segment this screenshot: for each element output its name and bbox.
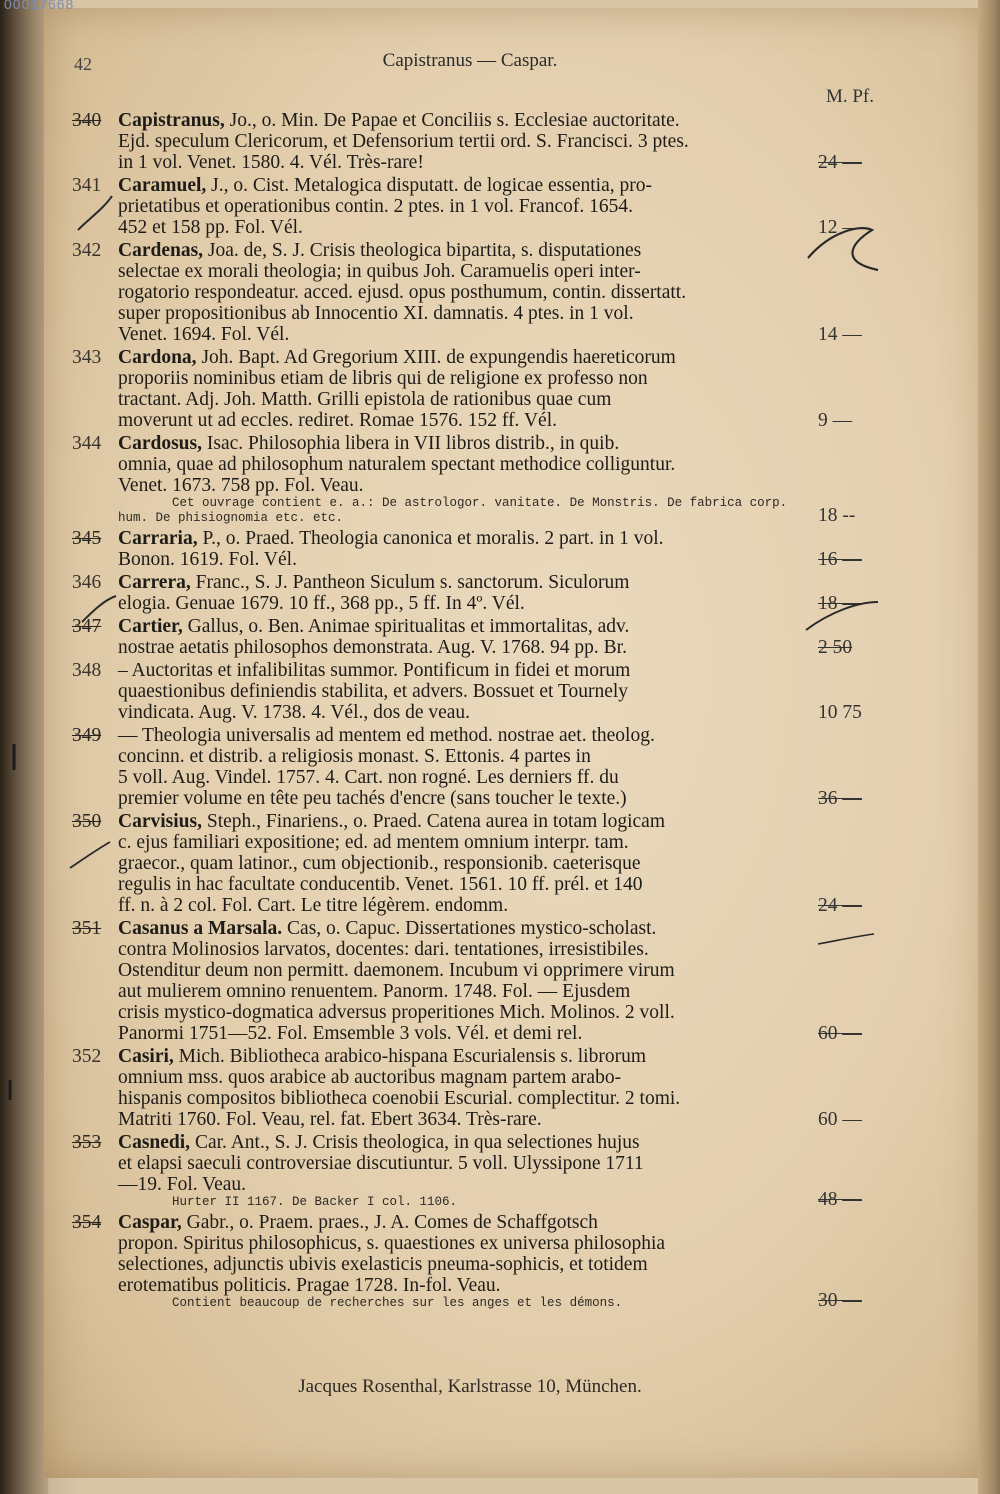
entry-line: Caspar, Gabr., o. Praem. praes., J. A. Comes de Schaffgotsch: [118, 1212, 598, 1233]
author-name: Cardona,: [118, 347, 197, 368]
entry-note: Contient beaucoup de recherches sur les anges et les démons.: [172, 1296, 623, 1310]
entry-description: [118, 433, 800, 496]
entry-line: et elapsi saeculi controversiae discutiuntur. 5 voll. Ulyssipone 1711: [118, 1153, 644, 1174]
entry-line: —19. Fol. Veau.: [118, 1174, 247, 1195]
entry-description: [118, 175, 800, 238]
running-header: [0, 46, 1000, 76]
lot-number: 349: [72, 725, 102, 746]
entry-line: vindicata. Aug. V. 1738. 4. Vél., dos de veau.: [118, 702, 471, 723]
entry-line: nostrae aetatis philosophos demonstrata. Aug. V. 1768. 94 pp. Br.: [118, 637, 627, 658]
catalog-entry: [72, 572, 862, 614]
entry-line: Venet. 1673. 758 pp. Fol. Veau.: [118, 475, 364, 496]
author-name: Carraria,: [118, 528, 198, 549]
entry-description: [118, 572, 800, 614]
entry-description: [118, 240, 800, 345]
entry-line: Carvisius, Steph., Finariens., o. Praed. Catena aurea in totam logicam: [118, 811, 665, 832]
lot-price: 24 —: [818, 152, 862, 173]
lot-number: 345: [72, 528, 102, 549]
lot-number: 346: [72, 572, 102, 593]
lot-price: 18 —: [818, 593, 862, 614]
author-name: Casnedi,: [118, 1132, 191, 1153]
entry-line: Ejd. speculum Clericorum, et Defensorium tertii ord. S. Francisci. 3 ptes.: [118, 131, 689, 152]
lot-number: 352: [72, 1046, 102, 1067]
catalog-entry: [72, 811, 862, 916]
entry-description: [118, 347, 800, 431]
entry-description: [118, 918, 800, 1044]
entry-line: concinn. et distrib. a religiosis monast. S. Ettonis. 4 partes in: [118, 746, 591, 767]
author-name: Carvisius,: [118, 811, 202, 832]
entry-line: Bonon. 1619. Fol. Vél.: [118, 549, 297, 570]
entry-line: Venet. 1694. Fol. Vél.: [118, 324, 290, 345]
catalog-entries: [72, 110, 862, 1313]
entry-description: [118, 811, 800, 916]
entry-note: hum. De phisiognomia etc. etc.: [118, 511, 344, 525]
lot-number: 354: [72, 1212, 102, 1233]
entry-line: c. ejus familiari expositione; ed. ad mentem omnium interpr. tam.: [118, 832, 629, 853]
lot-number: 348: [72, 660, 102, 681]
entry-line: Cardosus, Isac. Philosophia libera in VII libros distrib., in quib.: [118, 433, 620, 454]
entry-line: proporiis nominibus etiam de libris qui de religione ex professo non: [118, 368, 648, 389]
catalog-entry: [72, 1132, 862, 1210]
author-name: Cardosus,: [118, 433, 202, 454]
lot-number: 340: [72, 110, 102, 131]
entry-line: contra Molinosios larvatos, docentes: dari. tentationes, irresistibiles.: [118, 939, 649, 960]
entry-line: super propositionibus ab Innocentio XI. damnatis. 4 ptes. in 1 vol.: [118, 303, 634, 324]
catalog-entry: [72, 433, 856, 526]
entry-line: omnium mss. quos arabice ab auctoribus magnam partem arabo-: [118, 1067, 622, 1088]
lot-price: 60 —: [818, 1109, 862, 1130]
lot-price: 30 —: [818, 1290, 862, 1311]
author-name: Caspar,: [118, 1212, 182, 1233]
entry-note: Hurter II 1167. De Backer I col. 1106.: [172, 1195, 458, 1209]
entry-line: quaestionibus definiendis stabilita, et advers. Bossuet et Tournely: [118, 681, 629, 702]
lot-number: 347: [72, 616, 102, 637]
author-name: Casanus a Marsala.: [118, 918, 283, 939]
entry-line: Cartier, Gallus, o. Ben. Animae spiritualitas et immortalitas, adv.: [118, 616, 630, 637]
entry-line: omnia, quae ad philosophum naturalem spectant methodice colliguntur.: [118, 454, 676, 475]
entry-line: in 1 vol. Venet. 1580. 4. Vél. Très-rare!: [118, 152, 424, 173]
entry-line: Carraria, P., o. Praed. Theologia canonica et moralis. 2 part. in 1 vol.: [118, 528, 664, 549]
entry-description: [118, 660, 800, 723]
catalog-entry: [72, 175, 862, 238]
lot-number: 343: [72, 347, 102, 368]
book-spine-edge: [0, 0, 48, 1494]
entry-line: Carrera, Franc., S. J. Pantheon Siculum s. sanctorum. Siculorum: [118, 572, 630, 593]
entry-line: tractant. Adj. Joh. Matth. Grilli epistola de rationibus quae cum: [118, 389, 612, 410]
lot-price: 60 —: [818, 1023, 862, 1044]
entry-line: propon. Spiritus philosophicus, s. quaestiones ex universa philosophia: [118, 1233, 666, 1254]
entry-line: Caramuel, J., o. Cist. Metalogica disputatt. de logicae essentia, pro-: [118, 175, 652, 196]
entry-line: 452 et 158 pp. Fol. Vél.: [118, 217, 303, 238]
catalog-entry: [72, 1046, 862, 1130]
author-name: Cardenas,: [118, 240, 204, 261]
currency-column-header: M. Pf.: [825, 86, 874, 107]
lot-price: 14 —: [818, 324, 862, 345]
entry-description: [118, 110, 800, 173]
entry-line: premier volume en tête peu tachés d'encre (sans toucher le texte.): [118, 788, 627, 809]
entry-line: crisis mystico-dogmatica adversus properitiones Mich. Molinos. 2 voll.: [118, 1002, 675, 1023]
entry-line: — Theologia universalis ad mentem ed method. nostrae aet. theolog.: [118, 725, 655, 746]
running-title: Capistranus — Caspar.: [382, 50, 558, 71]
page-number: 42: [74, 54, 92, 74]
entry-line: hispanis compositos bibliotheca coenobii Escurial. complectitur. 2 tomi.: [118, 1088, 681, 1109]
catalog-entry: [72, 240, 862, 345]
entry-line: selectae ex morali theologia; in quibus Joh. Caramuelis operi inter-: [118, 261, 641, 282]
entry-description: [118, 1212, 800, 1296]
entry-line: Casiri, Mich. Bibliotheca arabico-hispana Escurialensis s. librorum: [118, 1046, 647, 1067]
entry-line: rogatorio respondeatur. acced. ejusd. opus posthumum, contin. dissertatt.: [118, 282, 687, 303]
archive-stamp: 00017668: [4, 0, 75, 12]
entry-description: [118, 528, 800, 570]
catalog-entry: [72, 110, 862, 173]
lot-price: 24 —: [818, 895, 862, 916]
entry-description: [118, 1046, 800, 1130]
lot-price: 16 —: [818, 549, 862, 570]
catalog-entry: [72, 528, 862, 570]
entry-line: Casanus a Marsala. Cas, o. Capuc. Dissertationes mystico-scholast.: [118, 918, 657, 939]
lot-number: 351: [72, 918, 102, 939]
entry-line: Capistranus, Jo., o. Min. De Papae et Conciliis s. Ecclesiae auctoritate.: [118, 110, 680, 131]
entry-description: [118, 725, 800, 809]
author-name: Capistranus,: [118, 110, 225, 131]
entry-line: graecor., quam latinor., cum objectionib., responsionib. caeterisque: [118, 853, 641, 874]
entry-description: [118, 616, 800, 658]
lot-price: 10 75: [818, 702, 862, 723]
catalog-entry: [72, 725, 862, 809]
entry-line: selectiones, adjunctis ubivis exelasticis pneuma-sophicis, et totidem: [118, 1254, 648, 1275]
lot-number: 353: [72, 1132, 102, 1153]
entry-line: elogia. Genuae 1679. 10 ff., 368 pp., 5 ff. In 4º. Vél.: [118, 593, 525, 614]
entry-line: erotematibus politicis. Pragae 1728. In-fol. Veau.: [118, 1275, 501, 1296]
lot-number: 350: [72, 811, 102, 832]
entry-line: aut mulierem omnino renuentem. Panorm. 1748. Fol. — Ejusdem: [118, 981, 631, 1002]
lot-price: 2 50: [818, 637, 853, 658]
catalog-entry: [72, 616, 853, 658]
catalog-entry: [72, 918, 862, 1044]
entry-line: regulis in hac facultate conducentib. Venet. 1561. 10 ff. prél. et 140: [118, 874, 643, 895]
catalog-entry: [72, 1212, 862, 1311]
entry-line: Cardenas, Joa. de, S. J. Crisis theologica bipartita, s. disputationes: [118, 240, 642, 261]
lot-number: 344: [72, 433, 102, 454]
author-name: Casiri,: [118, 1046, 174, 1067]
lot-price: 48 —: [818, 1189, 862, 1210]
author-name: Caramuel,: [118, 175, 207, 196]
lot-price: 36 —: [818, 788, 862, 809]
publisher-footer: Jacques Rosenthal, Karlstrasse 10, München.: [298, 1376, 642, 1397]
entry-description: [118, 1132, 800, 1195]
page-edge-right: [978, 0, 1000, 1494]
catalog-entry: [72, 347, 853, 431]
lot-number: 342: [72, 240, 102, 261]
entry-line: – Auctoritas et infalibilitas summor. Pontificum in fidei et morum: [118, 660, 631, 681]
lot-number: 341: [72, 175, 102, 196]
entry-line: prietatibus et operationibus contin. 2 ptes. in 1 vol. Francof. 1654.: [118, 196, 634, 217]
entry-line: Panormi 1751—52. Fol. Emsemble 3 vols. Vél. et demi rel.: [118, 1023, 583, 1044]
catalog-entry: [72, 660, 862, 723]
lot-price: 18 --: [818, 505, 856, 526]
entry-line: Ostenditur deum non permitt. daemonem. Incubum vi opprimere virum: [118, 960, 675, 981]
entry-line: ff. n. à 2 col. Fol. Cart. Le titre légèrem. endomm.: [118, 895, 509, 916]
lot-price: 9 —: [818, 410, 853, 431]
entry-line: moverunt ut ad eccles. rediret. Romae 1576. 152 ff. Vél.: [118, 410, 557, 431]
entry-line: 5 voll. Aug. Vindel. 1757. 4. Cart. non rogné. Les derniers ff. du: [118, 767, 619, 788]
entry-line: Matriti 1760. Fol. Veau, rel. fat. Ebert 3634. Très-rare.: [118, 1109, 542, 1130]
entry-note: Cet ouvrage contient e. a.: De astrologor. vanitate. De Monstris. De fabrica corp.: [172, 496, 788, 510]
author-name: Cartier,: [118, 616, 183, 637]
lot-price: 12 —: [818, 217, 862, 238]
entry-line: Cardona, Joh. Bapt. Ad Gregorium XIII. de expungendis haereticorum: [118, 347, 676, 368]
entry-line: Casnedi, Car. Ant., S. J. Crisis theologica, in qua selectiones hujus: [118, 1132, 640, 1153]
author-name: Carrera,: [118, 572, 191, 593]
